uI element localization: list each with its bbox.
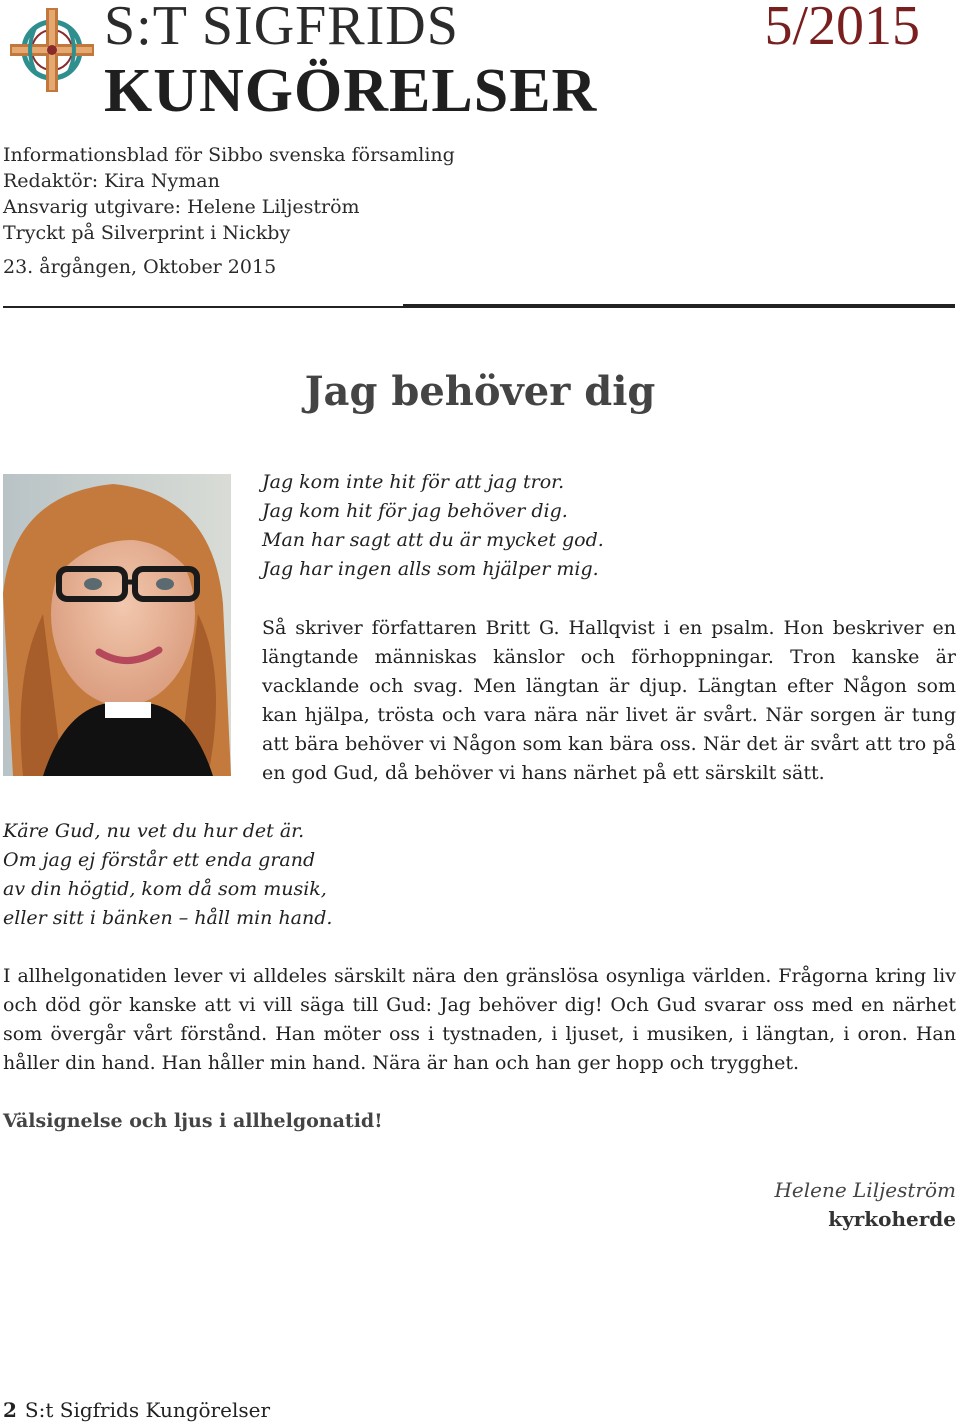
masthead-line1: S:T SIGFRIDS [104,0,459,57]
publication-info [3,142,455,280]
article-title: Jag behöver dig [304,368,656,415]
poem-line: Jag kom hit för jag behöver dig. [262,500,568,522]
masthead-line2: KUNGÖRELSER [104,57,598,125]
blessing-line: Välsignelse och ljus i allhelgonatid! [3,1110,383,1132]
info-line: Informationsblad för Sibbo svenska församling [3,144,455,166]
article-paragraph-2: I allhelgonatiden lever vi alldeles särskilt nära den gränslösa osynliga världen. Frågorna kring liv och död gör kanske att vi vill säga till Gud: Jag behöver dig! Och Gud svarar oss med en närhet som övergår vårt förstånd. Han möter oss i tystnaden, i ljuset, i musiken, i längtan, i oron. Han håller din hand. Han håller min hand. Nära är han och han ger hopp och trygghet. [3,965,956,1074]
header-divider [3,306,955,308]
poem-line: Man har sagt att du är mycket god. [262,529,604,551]
page-footer [3,1398,270,1422]
poem-stanza-2 [3,817,332,933]
footer-publication: S:t Sigfrids Kungörelser [24,1398,270,1422]
signature-name: Helene Liljeström [774,1178,956,1202]
parish-cross-logo-icon [6,4,98,96]
poem-line: av din högtid, kom då som musik, [3,878,327,900]
year-line: 23. årgången, Oktober 2015 [3,256,277,278]
portrait-photo [3,474,231,776]
poem-line: eller sitt i bänken – håll min hand. [3,907,333,929]
poem-line: Jag har ingen alls som hjälper mig. [262,558,599,580]
signature-role: kyrkoherde [828,1207,956,1231]
poem-line: Jag kom inte hit för att jag tror. [262,471,565,493]
poem-stanza-1 [262,468,604,584]
poem-line: Om jag ej förstår ett enda grand [3,849,316,871]
article-paragraph-1: Så skriver författaren Britt G. Hallqvist i en psalm. Hon beskriver en längtande människas känslor och förhoppningar. Tron kanske är vacklande och svag. Men längtan är djup. Längtan efter Någon som kan hjälpa, trösta och vara nära när livet är svårt. När sorgen är tung att bära behöver vi Någon som kan bära oss. När det är svårt att tro på en god Gud, då behöver vi hans närhet på ett särskilt sätt. [262,617,956,784]
poem-line: Käre Gud, nu vet du hur det är. [3,820,305,842]
info-line: Ansvarig utgivare: Helene Liljeström [3,196,360,218]
page-number: 2 [3,1398,17,1422]
info-line: Tryckt på Silverprint i Nickby [3,222,291,244]
issue-number: 5/2015 [764,0,920,57]
signature-block [774,1176,956,1234]
info-line: Redaktör: Kira Nyman [3,170,220,192]
